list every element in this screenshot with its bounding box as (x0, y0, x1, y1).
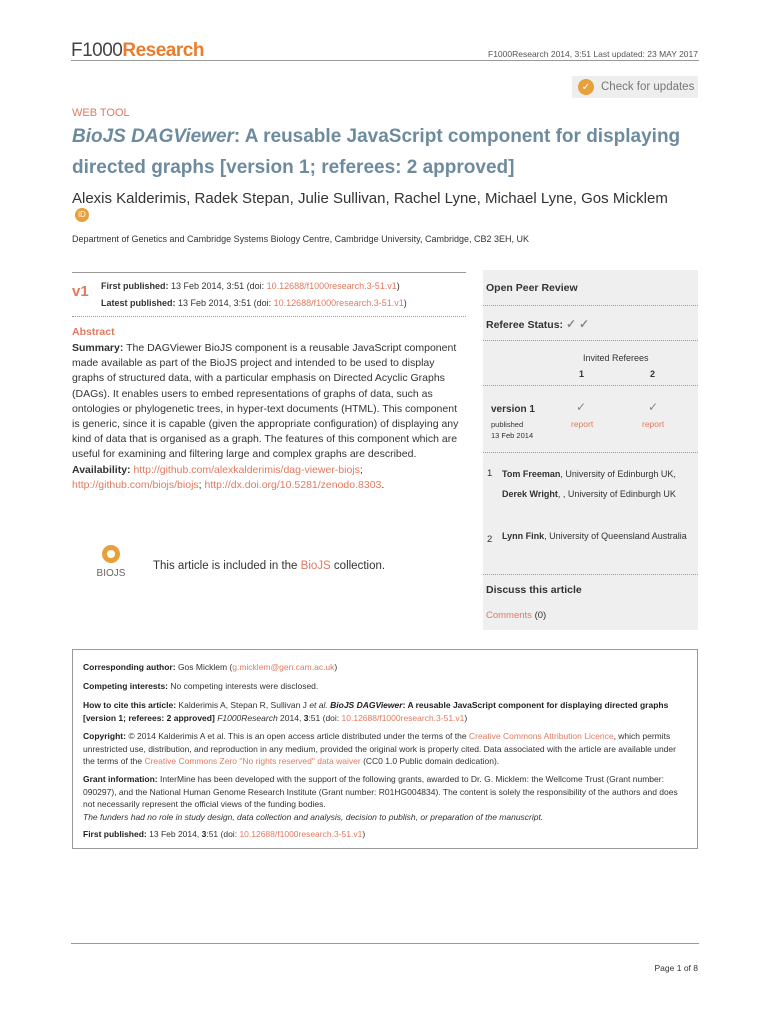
cite-authors: Kalderimis A, Stepan R, Sullivan J (178, 700, 307, 710)
summary-label: Summary: (72, 342, 124, 354)
paren: ) (334, 662, 338, 672)
referee-status-label: Referee Status: (486, 319, 564, 331)
title-status: [version 1; referees: 2 approved] (219, 157, 515, 178)
authors (72, 190, 672, 226)
header-meta: F1000Research 2014, 3:51 Last updated: 23 MAY 2017 (488, 49, 698, 59)
report-link-1[interactable]: report (571, 419, 594, 429)
competing-text: No competing interests were disclosed. (170, 681, 319, 691)
title-italic: BioJS DAGViewer (72, 126, 234, 147)
copyright-label: Copyright: (83, 731, 126, 741)
github-link-2[interactable]: http://github.com/biojs/biojs (72, 478, 199, 491)
first-published-doi-link[interactable]: 10.12688/f1000research.3-51.v1 (266, 281, 397, 291)
divider (483, 305, 698, 306)
logo-part1: F1000 (71, 40, 123, 61)
cc-by-link[interactable]: Creative Commons Attribution Licence (468, 731, 614, 741)
abstract-body (72, 341, 466, 493)
published-label: published (491, 420, 524, 429)
cite-year: 2014, (280, 712, 302, 723)
title-rest: : A reusable JavaScript component for displaying directed graphs (72, 126, 681, 178)
check-updates-button[interactable] (572, 76, 698, 98)
sep: ; (359, 463, 363, 476)
paren: ) (464, 712, 468, 723)
funders-text: The funders had no role in study design, data collection and analysis, decision to publish, or preparation of the manuscript. (83, 811, 544, 822)
referee-name: Tom Freeman (502, 469, 561, 479)
footer-divider (71, 943, 699, 944)
grant-text: InterMine has been developed with the support of the following grants, awarded to Dr. G. Micklem: the Wellcome Trust (Grant number: 090297), and the National Human Genome Research Institute (Grant number: R01HG004834). The content is solely the responsibility of the authors and does not necessarily represent the official views of the funding bodies. (83, 774, 678, 809)
grant-information (83, 773, 689, 823)
corr-name: Gos Micklem ( (177, 662, 233, 672)
cite-journal: F1000Research (217, 712, 278, 723)
referee-affil: , , University of Edinburgh UK (557, 489, 676, 499)
logo-part2: Research (122, 40, 204, 61)
comments-link[interactable]: Comments (486, 610, 532, 621)
abstract-divider (72, 316, 466, 317)
competing-interests (83, 680, 689, 693)
paren: ) (396, 281, 400, 291)
corr-email-link[interactable]: g.micklem@gen.cam.ac.uk (232, 662, 335, 672)
biojs-logo-icon (102, 545, 120, 563)
cite-label: How to cite this article: (83, 700, 177, 710)
article-info-box (72, 649, 698, 849)
zenodo-link[interactable]: http://dx.doi.org/10.5281/zenodo.8303 (204, 478, 382, 491)
first-doi-link[interactable]: 10.12688/f1000research.3-51.v1 (239, 829, 363, 839)
version-row-label: version 1 (491, 404, 535, 415)
page-number: Page 1 of 8 (654, 963, 698, 973)
header-divider (71, 60, 699, 61)
period: . (381, 478, 385, 491)
first-date: 13 Feb 2014, (149, 829, 200, 839)
check-icon: ✓ (576, 400, 587, 414)
first-published-date: 13 Feb 2014, 3:51 (doi: (171, 281, 265, 291)
biojs-logo-text: BIOJS (96, 568, 126, 579)
referee-affil: , University of Edinburgh UK, (560, 469, 676, 479)
grant-label: Grant information: (83, 774, 158, 784)
cite-volume: 3 (303, 712, 309, 723)
first-published (101, 281, 400, 291)
cite-etal: et al. (309, 700, 328, 710)
latest-published-date: 13 Feb 2014, 3:51 (doi: (178, 298, 272, 308)
invited-referees-label: Invited Referees (583, 353, 649, 363)
divider (483, 452, 698, 453)
paren: ) (362, 829, 366, 839)
cite-pages: :51 (doi: (308, 712, 340, 723)
peer-review-heading: Open Peer Review (486, 282, 578, 294)
published-date: 13 Feb 2014 (491, 431, 534, 440)
referee-name: Lynn Fink (502, 531, 545, 541)
version-badge: v1 (72, 283, 89, 300)
cc0-link[interactable]: Creative Commons Zero "No rights reserved" data waiver (144, 756, 361, 766)
orcid-icon[interactable]: iD (75, 208, 89, 222)
corresponding-author (83, 661, 689, 674)
biojs-logo (91, 545, 131, 579)
referee-status (486, 317, 589, 331)
section-tag: WEB TOOL (72, 107, 130, 119)
cite-doi-link[interactable]: 10.12688/f1000research.3-51.v1 (341, 712, 465, 723)
latest-published-label: Latest published: (101, 298, 176, 308)
copyright-text: , which permits unrestricted use, distribution, and reproduction in any medium, provided the original work is properly cited. Data associated with the article are available under the terms of the (83, 731, 676, 766)
referee-2-details (502, 526, 692, 546)
comments-count: (0) (534, 610, 547, 621)
affiliation: Department of Genetics and Cambridge Systems Biology Centre, Cambridge University, Cambridge, CB2 3EH, UK (72, 234, 530, 244)
check-icon: ✓ (578, 317, 589, 331)
copyright-text: (CC0 1.0 Public domain dedication). (363, 756, 500, 766)
check-updates-label: Check for updates (601, 81, 695, 93)
first-published-info (83, 828, 689, 841)
bookmark-icon: ✓ (578, 79, 594, 95)
peer-review-panel (483, 270, 698, 630)
collection-note (153, 560, 385, 572)
divider (483, 340, 698, 341)
abstract-heading: Abstract (72, 326, 115, 338)
github-link-1[interactable]: http://github.com/alexkalderimis/dag-viewer-biojs (133, 463, 360, 476)
summary-text: The DAGViewer BioJS component is a reusable JavaScript component made available as part of the BioJS project and intended to be used to display graphs of structured data, with a particular emphasis on Directed Acyclic Graphs (DAGs). It enables users to embed representations of graphs of data, such as ontologies or phylogenetic trees, in hyper-text documents (HTML). This component is generic, since it is capable (given the appropriate configuration) of displaying any kind of data that is organised as a graph. The features of this component which are useful for examining and filtering large and complex graphs are described. (72, 342, 459, 461)
how-to-cite (83, 699, 689, 724)
comments (486, 610, 546, 621)
divider (483, 385, 698, 386)
collection-text-end: collection. (333, 560, 386, 572)
referee-col-2: 2 (650, 369, 656, 379)
competing-label: Competing interests: (83, 681, 169, 691)
corr-label: Corresponding author: (83, 662, 176, 672)
referee-col-1: 1 (579, 369, 585, 379)
journal-logo (71, 40, 204, 62)
biojs-collection-link[interactable]: BioJS (300, 560, 331, 572)
first-label: First published: (83, 829, 147, 839)
discuss-heading: Discuss this article (486, 584, 582, 596)
latest-published (101, 298, 407, 308)
referee-index: 2 (487, 534, 493, 545)
cite-title-italic: BioJS DAGViewer (330, 700, 403, 710)
check-icon: ✓ (565, 317, 577, 331)
copyright-text: © 2014 Kalderimis A et al. This is an open access article distributed under the terms of the (128, 731, 467, 741)
paren: ) (403, 298, 407, 308)
referee-index: 1 (487, 468, 493, 479)
author-list: Alexis Kalderimis, Radek Stepan, Julie Sullivan, Rachel Lyne, Michael Lyne, Gos Micklem (72, 190, 668, 207)
referee-name: Derek Wright (502, 489, 558, 499)
copyright (83, 730, 689, 768)
divider (483, 574, 698, 575)
referee-1-details (502, 464, 692, 504)
report-link-2[interactable]: report (642, 419, 665, 429)
cite-title-rest: : A reusable JavaScript component for displaying directed graphs [version 1; referees: 2 approved] (83, 700, 669, 723)
first-volume: 3 (201, 829, 207, 839)
latest-published-doi-link[interactable]: 10.12688/f1000research.3-51.v1 (273, 298, 404, 308)
collection-text: This article is included in the (153, 560, 298, 572)
article-title (72, 121, 712, 183)
availability-label: Availability: (72, 463, 131, 476)
check-icon: ✓ (648, 400, 659, 414)
referee-affil: , University of Queensland Australia (544, 531, 687, 541)
sep: ; (198, 478, 202, 491)
version-divider (72, 272, 466, 273)
first-published-label: First published: (101, 281, 169, 291)
first-pages: :51 (doi: (206, 829, 238, 839)
